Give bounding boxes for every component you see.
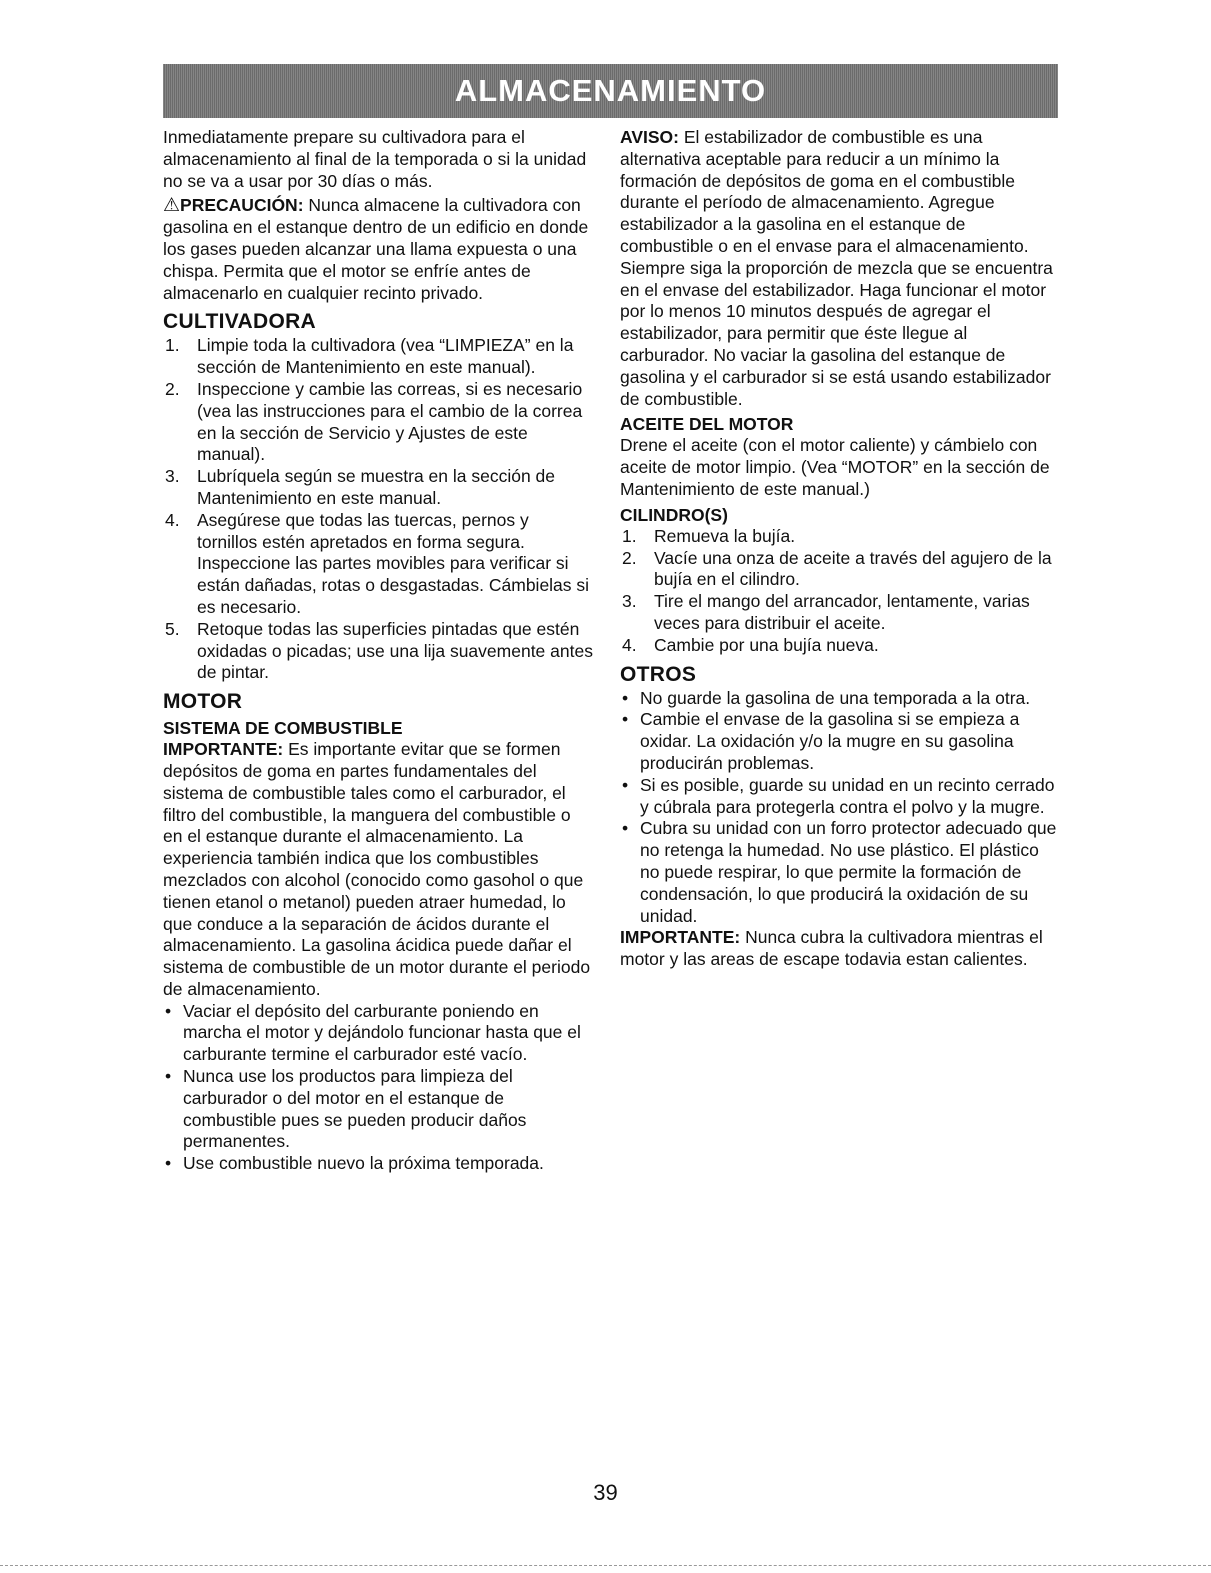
list-item-text: Lubríquela según se muestra en la sección de Mantenimiento en este manual. — [197, 466, 556, 508]
bullet-marker: • — [165, 1000, 172, 1021]
aviso-paragraph — [620, 127, 1058, 410]
list-item-text: Nunca use los productos para limpieza del carburador o del motor en el estanque de combustible pues se pueden producir daños permanentes. — [183, 1066, 527, 1152]
list-item — [620, 709, 1058, 774]
list-number: 4. — [165, 509, 180, 530]
list-item-text: Si es posible, guarde su unidad en un recinto cerrado y cúbrala para protegerla contra el polvo y la mugre. — [640, 774, 1055, 817]
page-title: ALMACENAMIENTO — [454, 73, 767, 108]
importante2-paragraph — [620, 927, 1058, 971]
aviso-text: El estabilizador de combustible es una alternativa aceptable para reducir a un mínimo la formación de depósitos de goma en el combustible durante el período de almacenamiento. Agregue estabilizador a la gasolina en el estanque de combustible o en el envase para el almacenamiento. Siempre siga la proporción de mezcla que se encuentra en el envase del estabilizador. Haga funcionar el motor por lo menos 10 minutos después de agregar el estabilizador, para permitir que éste llegue al carburador. No vaciar la gasolina del estanque de gasolina y el carburador si se está usando estabilizador de combustible. — [620, 127, 1053, 409]
right-column — [620, 127, 1058, 971]
bullet-marker: • — [622, 774, 629, 795]
list-item — [620, 688, 1058, 710]
list-item — [163, 1066, 593, 1153]
cilindros-list — [620, 526, 1058, 657]
aviso-label: AVISO: — [620, 127, 679, 147]
bullet-marker: • — [622, 709, 629, 730]
list-item — [620, 526, 1058, 548]
cultivadora-heading: CULTIVADORA — [163, 310, 317, 334]
list-number: 3. — [622, 591, 637, 612]
aceite-paragraph: Drene el aceite (con el motor caliente) y cámbielo con aceite de motor limpio. (Vea “MOTOR” en la sección de Mantenimiento de este manual.) — [620, 435, 1050, 499]
cultivadora-list — [163, 335, 593, 684]
list-item — [620, 635, 1058, 657]
importante-label: IMPORTANTE: — [163, 739, 284, 760]
bullet-marker: • — [165, 1066, 172, 1087]
list-item-text: Vacíe una onza de aceite a través del agujero de la bujía en el cilindro. — [654, 547, 1052, 590]
aceite-heading: ACEITE DEL MOTOR — [620, 414, 794, 435]
otros-heading: OTROS — [620, 662, 697, 686]
bullet-marker: • — [622, 818, 629, 839]
list-number: 2. — [622, 547, 637, 568]
list-item-text: Remueva la bujía. — [654, 525, 796, 546]
list-item — [620, 548, 1058, 592]
cilindros-heading: CILINDRO(S) — [620, 504, 728, 525]
list-number: 4. — [622, 634, 637, 655]
list-item-text: Cambie el envase de la gasolina si se empieza a oxidar. La oxidación y/o la mugre en su gasolina producirán problemas. — [640, 709, 1020, 773]
list-item-text: Retoque todas las superficies pintadas que estén oxidadas o picadas; use una lija suavemente antes de pintar. — [197, 618, 593, 683]
list-item — [620, 775, 1058, 819]
list-item-text: No guarde la gasolina de una temporada a la otra. — [640, 687, 1031, 708]
list-item-text: Limpie toda la cultivadora (vea “LIMPIEZA” en la sección de Mantenimiento en este manual). — [197, 335, 574, 378]
list-item-text: Cambie por una bujía nueva. — [654, 634, 879, 655]
list-item — [163, 510, 593, 619]
list-item — [620, 818, 1058, 927]
intro-paragraph: Inmediatamente prepare su cultivadora para el almacenamiento al final de la temporada o si la unidad no se va a usar por 30 días o más. — [163, 127, 587, 191]
caution-text: Nunca almacene la cultivadora con gasolina en el estanque dentro de un edificio en donde los gases pueden alcanzar una llama expuesta o una chispa. Permita que el motor se enfríe antes de almacenarlo en cualquier recinto privado. — [163, 195, 589, 303]
bottom-divider — [0, 1565, 1211, 1566]
list-item — [163, 1001, 593, 1066]
otros-bullets — [620, 688, 1058, 928]
list-item-text: Asegúrese que todas las tuercas, pernos y tornillos estén apretados en forma segura. Inspeccione las partes movibles para verificar si están dañadas, rotas o desgastadas. Cámbielas si es necesario. — [197, 509, 590, 617]
list-item — [163, 335, 593, 379]
list-item — [163, 1153, 593, 1175]
list-item — [163, 619, 593, 684]
motor-heading: MOTOR — [163, 690, 243, 714]
list-item — [163, 466, 593, 510]
caution-paragraph — [163, 195, 593, 304]
caution-label: PRECAUCIÓN: — [180, 195, 304, 216]
warning-icon: ⚠ — [163, 195, 181, 217]
page-number: 39 — [593, 1480, 618, 1505]
list-number: 2. — [165, 378, 180, 399]
list-item — [620, 591, 1058, 635]
bullet-marker: • — [622, 687, 629, 708]
list-item — [163, 379, 593, 466]
list-item-text: Vaciar el depósito del carburante poniendo en marcha el motor y dejándolo funcionar hasta que el carburante termine el carburador esté vacío. — [183, 1000, 581, 1065]
list-item-text: Inspeccione y cambie las correas, si es necesario (vea las instrucciones para el cambio de la correa en la sección de Servicio y Ajustes de este manual). — [197, 378, 583, 465]
list-number: 5. — [165, 618, 180, 639]
combustible-bullets — [163, 1001, 593, 1175]
list-number: 1. — [622, 525, 637, 546]
list-item-text: Use combustible nuevo la próxima temporada. — [183, 1153, 544, 1174]
importante2-text: Nunca cubra la cultivadora mientras el motor y las areas de escape todavia estan calientes. — [620, 927, 1043, 970]
list-number: 1. — [165, 335, 180, 356]
importante-text: Es importante evitar que se formen depósitos de goma en partes fundamentales del sistema de combustible tales como el carburador, el filtro del combustible, la manguera del combustible o en el estanque durante el almacenamiento. La experiencia también indica que los combustibles mezclados con alcohol (conocido como gasohol o que tienen etanol o metanol) pueden atraer humedad, lo que conduce a la separación de ácidos durante el almacenamiento. La gasolina ácidica puede dañar el sistema de combustible de un motor durante el periodo de almacenamiento. — [163, 739, 591, 999]
list-item-text: Tire el mango del arrancador, lentamente, varias veces para distribuir el aceite. — [654, 591, 1030, 633]
list-number: 3. — [165, 466, 180, 487]
sistema-combustible-heading: SISTEMA DE COMBUSTIBLE — [163, 718, 403, 739]
list-item-text: Cubra su unidad con un forro protector adecuado que no retenga la humedad. No use plástico. El plástico no puede respirar, lo que permite la formación de condensación, lo que producirá la oxidación de su unidad. — [640, 818, 1057, 926]
importante2-label: IMPORTANTE: — [620, 927, 741, 948]
importante-paragraph — [163, 739, 593, 1001]
section-title-banner — [163, 64, 1058, 118]
left-column — [163, 127, 593, 1175]
bullet-marker: • — [165, 1153, 172, 1174]
